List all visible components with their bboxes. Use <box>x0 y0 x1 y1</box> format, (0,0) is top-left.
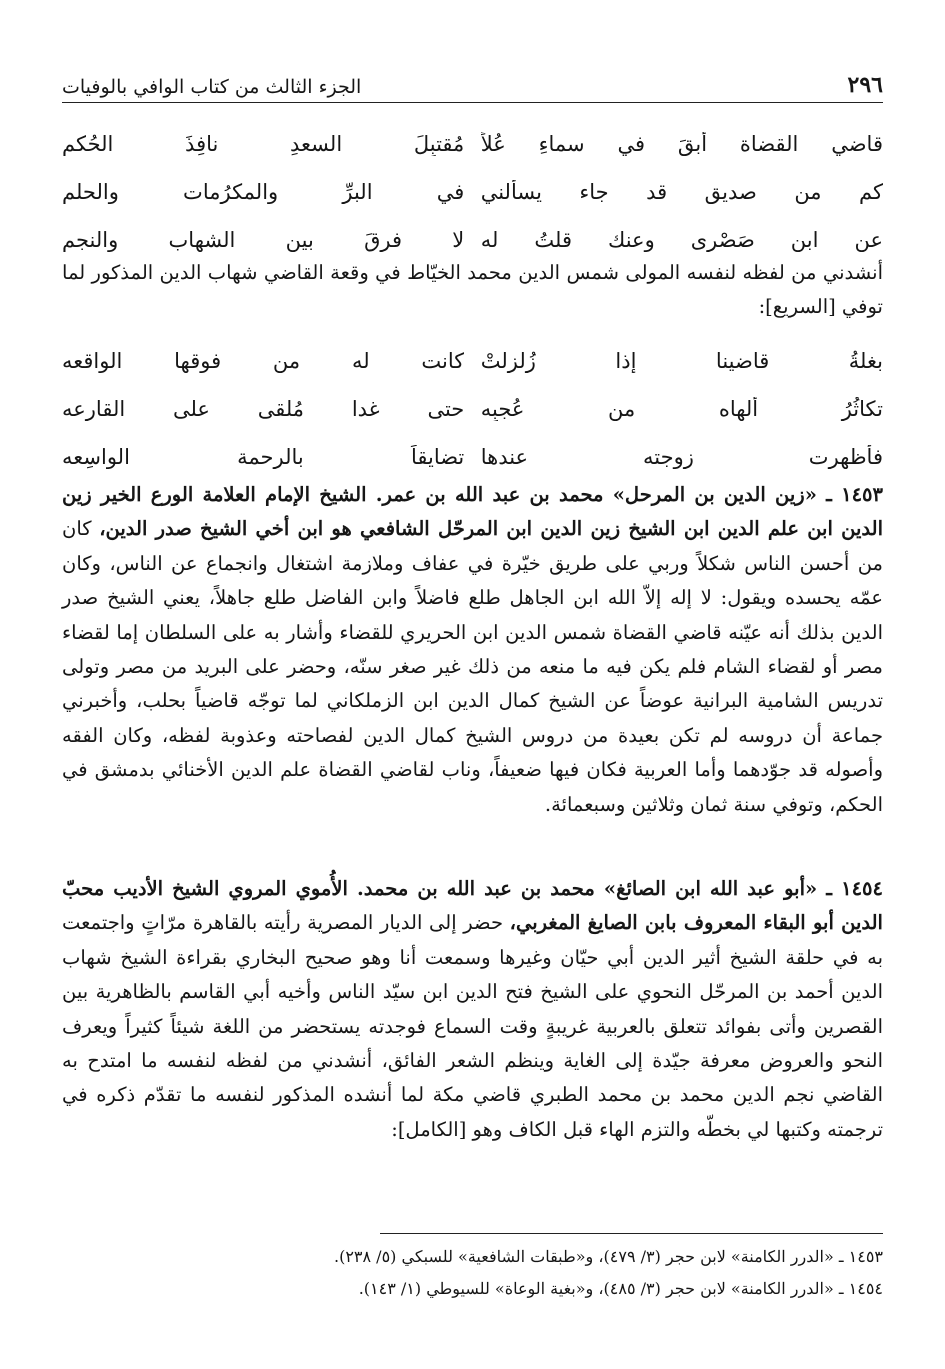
running-header <box>62 58 883 103</box>
entry-heading: ١٤٥٣ ـ «زين الدين بن المرحل» محمد بن عبد الله بن عمر. الشيخ الإمام العلامة الورع الخير زين الدين ابن علم الدين ابن الشيخ زين الدين ابن المرحّل الشافعي هو ابن أخي الشيخ صدر الدين، <box>62 483 883 541</box>
entry-body: كان من أحسن الناس شكلاً وربي على طريق خيّرة في عفاف وملازمة اشتغال وانجماع عن الناس، وكان عمّه يحسده ويقول: لا إله إلاّ الله ابن الجاهل طلع فاضلاً وابن الفاضل طلع جاهلاً، يعني الشيخ صدر الدين بذلك أنه عيّنه قاضي القضاة شمس الدين ابن الحريري للقضاء وأشار به على السلطان إما لقضاء مصر أو لقضاء الشام فلم يكن فيه ما منعه من ذلك غير صغر سنّه، وحضر على البريد من مصر وتولى تدريس الشامية البرانية عوضاً عن الشيخ كمال الدين ابن الزملكاني لما توجّه قاضياً بحلب، وأخبرني جماعة أن دروسه لم تكن بعيدة من دروس الشيخ كمال الدين لفصاحته وعذوبة لفظه، وكان الفقه وأصوله قد جوّدهما وأما العربية فكان فيها ضعيفاً، وناب لقاضي القضاة علم الدين الأخنائي بدمشق في الحكم، وتوفي سنة ثمان وثلاثين وسبعمائة. <box>62 517 883 816</box>
footnote: ١٤٥٣ ـ «الدرر الكامنة» لابن حجر (٣/ ٤٧٩)، و«طبقات الشافعية» للسبكي (٥/ ٢٣٨). <box>333 1247 883 1266</box>
page-number: ٢٩٦ <box>847 72 883 98</box>
verse-second-hemistich: كانت له من فوقها الواقعه <box>62 349 465 373</box>
verse-line <box>62 433 883 481</box>
verse-second-hemistich: تضايقاً بالرحمة الواسِعه <box>62 445 465 469</box>
verse-line <box>62 120 883 168</box>
entry-body: حضر إلى الديار المصرية رأيته بالقاهرة مرّاتٍ واجتمعت به في حلقة الشيخ أثير الدين أبي حيّان وغيرها وسمعت أنا وهو صحيح البخاري بقراءة الشيخ شهاب الدين أحمد بن المرحّل النحوي على الشيخ فتح الدين ابن سيّد الناس وأخيه أبي القاسم بالظاهرية بين القصرين وأتى بفوائد تتعلق بالعربية غريبةٍ وقت السماع فوجدته يستحضر من اللغة شيئاً كثيراً ويعرف النحو والعروض معرفة جيّدة إلى الغاية وينظم الشعر الفائق، أنشدني من لفظه لنفسه ما امتدح به القاضي نجم الدين محمد بن محمد الطبري قاضي مكة لما أنشده المذكور لنفسه ما تقدّم ذكره في ترجمته وكتبها لي بخطّه والتزم الهاء قبل الكاف وهو [الكامل]: <box>62 911 883 1141</box>
verse-first-hemistich: بغلةُ قاضينا إذا زُلزلتْ <box>480 349 883 373</box>
verse-first-hemistich: عن ابن صَصْرى وعنك قلتُ له <box>480 228 883 252</box>
verse-line <box>62 168 883 216</box>
poem-introduction: أنشدني من لفظه لنفسه المولى شمس الدين محمد الخيّاط في وقعة القاضي شهاب الدين المذكور لما توفي [السريع]: <box>62 261 883 318</box>
verse-first-hemistich: فأظهرت زوجته عندها <box>480 445 883 469</box>
biography-entry-1454 <box>62 872 883 1147</box>
entry-heading: ١٤٥٤ ـ «أبو عبد الله ابن الصائغ» محمد بن عبد الله بن محمد. الأُموي المروي الشيخ الأديب محبّ الدين أبو البقاء المعروف بابن الصايغ المغربي، <box>62 877 883 935</box>
verse-line <box>62 385 883 433</box>
book-title: الجزء الثالث من كتاب الوافي بالوفيات <box>62 76 362 98</box>
biography-entry-1453 <box>62 478 883 822</box>
poem-block-1 <box>62 120 883 264</box>
verse-first-hemistich: كم من صديقٍ قد جاء يسألني <box>480 180 883 204</box>
verse-second-hemistich: في البرِّ والمكرُمات والحلمِ <box>62 180 465 204</box>
verse-second-hemistich: حتى غدا مُلقى على القارِعه <box>62 397 465 421</box>
footnote: ١٤٥٤ ـ «الدرر الكامنة» لابن حجر (٣/ ٤٨٥)، و«بغية الوعاة» للسيوطي (١/ ١٤٣). <box>358 1279 883 1298</box>
poem-block-2 <box>62 337 883 481</box>
verse-second-hemistich: لا فرقَ بين الشهاب والنجمِ <box>62 228 465 252</box>
footnote-divider <box>380 1233 883 1234</box>
verse-first-hemistich: تكاثُرُ ألهاه من عُجبِه <box>480 397 883 421</box>
verse-second-hemistich: مُقتبِلَ السعدِ نافِذَ الحُكمِ <box>62 132 465 156</box>
verse-line <box>62 337 883 385</box>
verse-first-hemistich: قاضي القضاة أبقَ في سماءِ عُلاً <box>480 132 883 156</box>
footnotes <box>62 1241 883 1305</box>
